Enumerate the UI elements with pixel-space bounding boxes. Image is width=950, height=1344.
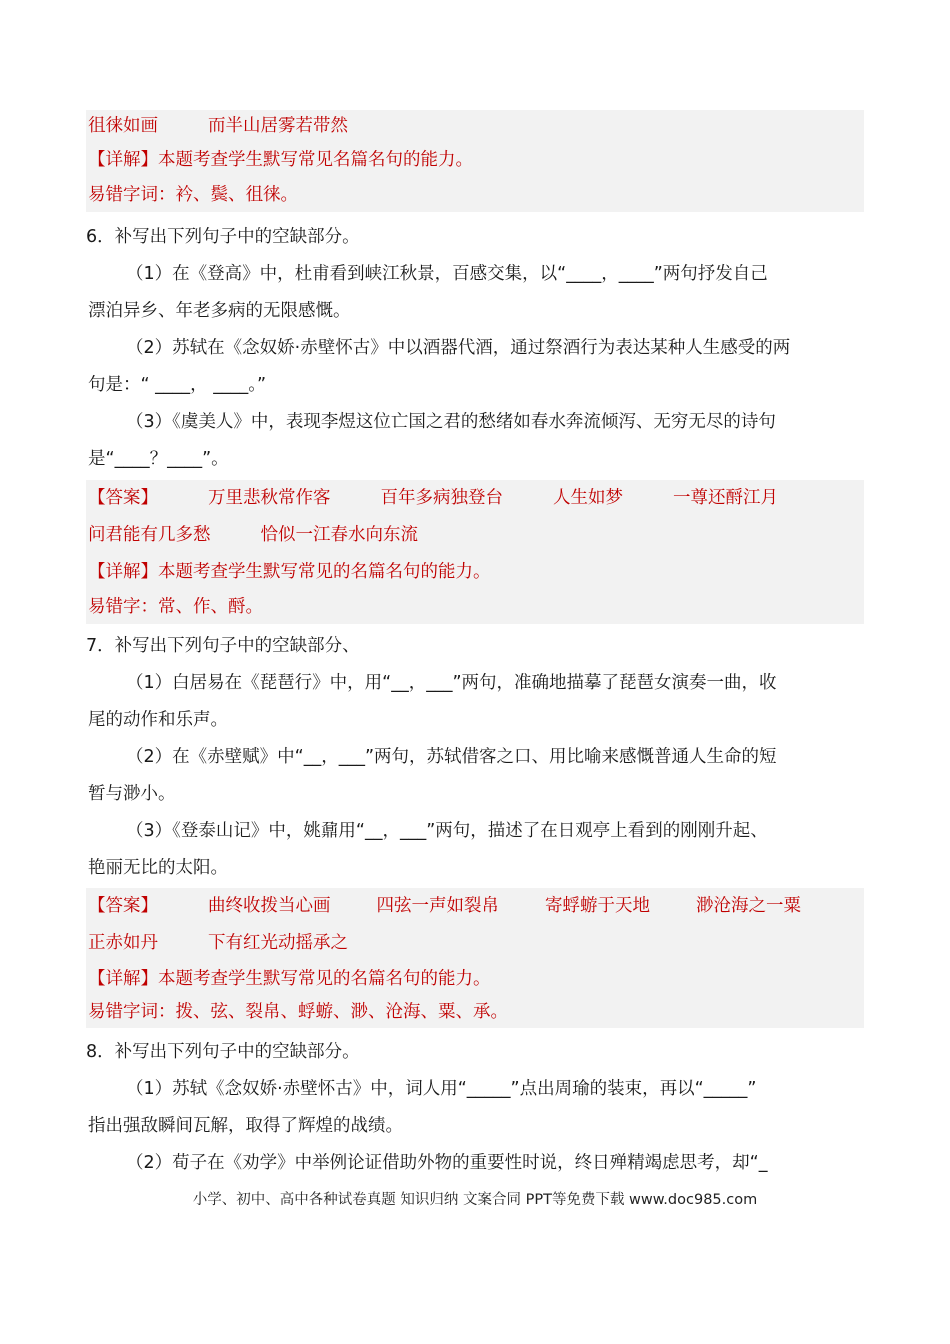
question-7-sub-2: （2）在《赤壁赋》中“__，___”两句，苏轼借客之口、用比喻来感慨普通人生命的短 bbox=[126, 747, 777, 767]
answer-item: 四弦一声如裂帛 bbox=[376, 896, 499, 916]
question-8-sub-1: （1）苏轼《念奴娇·赤壁怀古》中，词人用“_____”点出周瑜的装束，再以“_____” bbox=[126, 1079, 757, 1099]
page-footer: 小学、初中、高中各种试卷真题 知识归纳 文案合同 PPT等免费下载 www.doc985.com bbox=[192, 1192, 758, 1208]
question-6-sub-1-cont: 漂泊异乡、年老多病的无限感慨。 bbox=[88, 301, 351, 321]
answer-item: 正赤如丹 bbox=[88, 933, 158, 953]
question-8-sub-2: （2）荀子在《劝学》中举例论证借助外物的重要性时说，终日殚精竭虑思考，却“_ bbox=[126, 1153, 768, 1173]
question-6-title: 6．补写出下列句子中的空缺部分。 bbox=[86, 227, 360, 247]
answer-item: 徂徕如画 bbox=[88, 116, 158, 136]
answer-item: 而半山居雾若带然 bbox=[208, 116, 348, 136]
question-7-sub-2-cont: 暂与渺小。 bbox=[88, 784, 176, 804]
answer-item: 一尊还酹江月 bbox=[673, 488, 778, 508]
answer-item: 寄蜉蝣于天地 bbox=[545, 896, 650, 916]
answer-item: 曲终收拨当心画 bbox=[208, 896, 331, 916]
answer-item: 渺沧海之一粟 bbox=[696, 896, 801, 916]
answer-label: 【答案】 bbox=[88, 896, 158, 916]
answer-label: 【答案】 bbox=[88, 488, 158, 508]
answer-line bbox=[86, 925, 864, 962]
answer-block-q5 bbox=[86, 110, 864, 212]
easy-wrong-line: 易错字词：衿、鬓、徂徕。 bbox=[88, 185, 298, 205]
question-8-sub-1-cont: 指出强敌瞬间瓦解，取得了辉煌的战绩。 bbox=[88, 1116, 403, 1136]
question-7-sub-1-cont: 尾的动作和乐声。 bbox=[88, 710, 228, 730]
detail-line: 【详解】本题考查学生默写常见名篇名句的能力。 bbox=[88, 150, 473, 170]
answer-item: 下有红光动摇承之 bbox=[208, 933, 348, 953]
detail-line: 【详解】本题考查学生默写常见的名篇名句的能力。 bbox=[88, 562, 491, 582]
answer-line bbox=[86, 517, 864, 554]
question-6-sub-1: （1）在《登高》中，杜甫看到峡江秋景，百感交集，以“____，____”两句抒发自己 bbox=[126, 264, 768, 284]
answer-item: 万里悲秋常作客 bbox=[208, 488, 331, 508]
detail-line: 【详解】本题考查学生默写常见的名篇名句的能力。 bbox=[88, 969, 491, 989]
answer-line bbox=[86, 480, 864, 517]
answer-item: 百年多病独登台 bbox=[380, 488, 503, 508]
question-7-sub-3-cont: 艳丽无比的太阳。 bbox=[88, 858, 228, 878]
question-6-sub-3: （3）《虞美人》中，表现李煜这位亡国之君的愁绪如春水奔流倾泻、无穷无尽的诗句 bbox=[126, 412, 776, 432]
easy-wrong-line: 易错字词：拨、弦、裂帛、蜉蝣、渺、沧海、粟、承。 bbox=[88, 1002, 508, 1022]
answer-line bbox=[86, 888, 864, 925]
question-7-sub-1: （1）白居易在《琵琶行》中，用“__，___”两句，准确地描摹了琵琶女演奏一曲，收 bbox=[126, 673, 777, 693]
question-7-title: 7．补写出下列句子中的空缺部分、 bbox=[86, 636, 360, 656]
question-6-sub-2-cont: 句是：“ ____， ____。” bbox=[88, 375, 267, 395]
question-8-title: 8．补写出下列句子中的空缺部分。 bbox=[86, 1042, 360, 1062]
answer-line bbox=[86, 110, 864, 142]
question-6-sub-3-cont: 是“____？____”。 bbox=[88, 449, 229, 469]
answer-block-q7 bbox=[86, 888, 864, 1028]
answer-block-q6 bbox=[86, 480, 864, 624]
answer-item: 问君能有几多愁 bbox=[88, 525, 211, 545]
answer-item: 人生如梦 bbox=[553, 488, 623, 508]
easy-wrong-line: 易错字：常、作、酹。 bbox=[88, 597, 263, 617]
question-6-sub-2: （2）苏轼在《念奴娇·赤壁怀古》中以酒器代酒，通过祭酒行为表达某种人生感受的两 bbox=[126, 338, 791, 358]
answer-item: 恰似一江春水向东流 bbox=[260, 525, 418, 545]
question-7-sub-3: （3）《登泰山记》中，姚鼐用“__，___”两句，描述了在日观亭上看到的刚刚升起、 bbox=[126, 821, 768, 841]
